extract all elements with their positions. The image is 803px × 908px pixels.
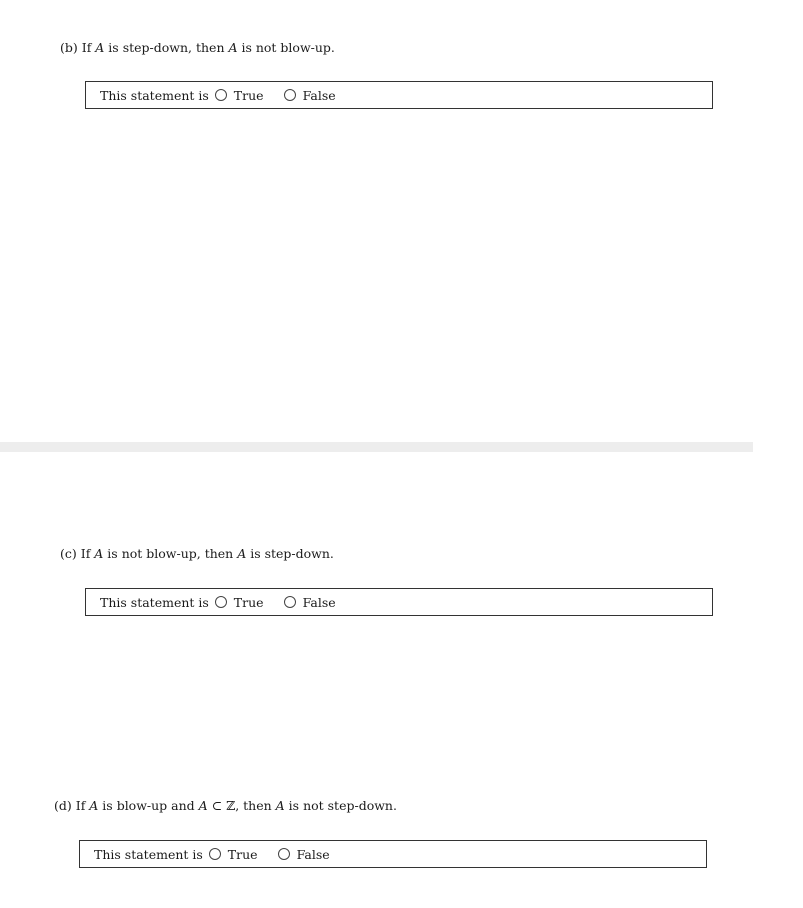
statement-label: This statement is	[100, 87, 209, 103]
radio-circle-icon[interactable]	[215, 89, 227, 101]
radio-false-label: False	[296, 846, 330, 862]
radio-true-label: True	[233, 594, 264, 610]
question-label: (c)	[60, 546, 77, 561]
question-label: (d)	[54, 798, 72, 813]
statement-label: This statement is	[100, 594, 209, 610]
variable-a: A	[228, 40, 238, 55]
radio-true-label: True	[227, 846, 258, 862]
question-d-text	[54, 798, 397, 813]
question-text-post: is step-down.	[246, 546, 334, 561]
question-text-pre: If	[81, 40, 96, 55]
radio-circle-icon[interactable]	[284, 89, 296, 101]
radio-true-label: True	[233, 87, 264, 103]
question-text-mid: is blow-up and	[98, 798, 199, 813]
question-text-mid2: ⊂ ℤ, then	[207, 798, 276, 813]
answer-box-d	[79, 840, 707, 868]
question-text-pre: If	[80, 546, 95, 561]
variable-a: A	[89, 798, 99, 813]
question-text-mid: is not blow-up, then	[103, 546, 238, 561]
answer-box-c	[85, 588, 713, 616]
radio-true-c[interactable]	[209, 595, 264, 610]
variable-a: A	[275, 798, 285, 813]
question-label: (b)	[60, 40, 78, 55]
variable-a: A	[94, 546, 104, 561]
radio-circle-icon[interactable]	[209, 848, 221, 860]
question-text-post: is not blow-up.	[237, 40, 335, 55]
question-text-mid: is step-down, then	[104, 40, 229, 55]
radio-circle-icon[interactable]	[215, 596, 227, 608]
radio-false-c[interactable]	[284, 595, 336, 610]
question-b-text	[60, 40, 335, 55]
question-c-text	[60, 546, 334, 561]
radio-circle-icon[interactable]	[278, 848, 290, 860]
radio-false-b[interactable]	[284, 88, 336, 103]
page-divider	[0, 442, 753, 452]
radio-false-label: False	[302, 594, 336, 610]
radio-false-d[interactable]	[278, 847, 330, 862]
statement-label: This statement is	[94, 846, 203, 862]
question-text-pre: If	[75, 798, 90, 813]
radio-true-d[interactable]	[203, 847, 258, 862]
radio-false-label: False	[302, 87, 336, 103]
answer-box-b	[85, 81, 713, 109]
variable-a: A	[95, 40, 105, 55]
radio-true-b[interactable]	[209, 88, 264, 103]
question-text-post: is not step-down.	[284, 798, 397, 813]
radio-circle-icon[interactable]	[284, 596, 296, 608]
variable-a: A	[198, 798, 208, 813]
variable-a: A	[237, 546, 247, 561]
